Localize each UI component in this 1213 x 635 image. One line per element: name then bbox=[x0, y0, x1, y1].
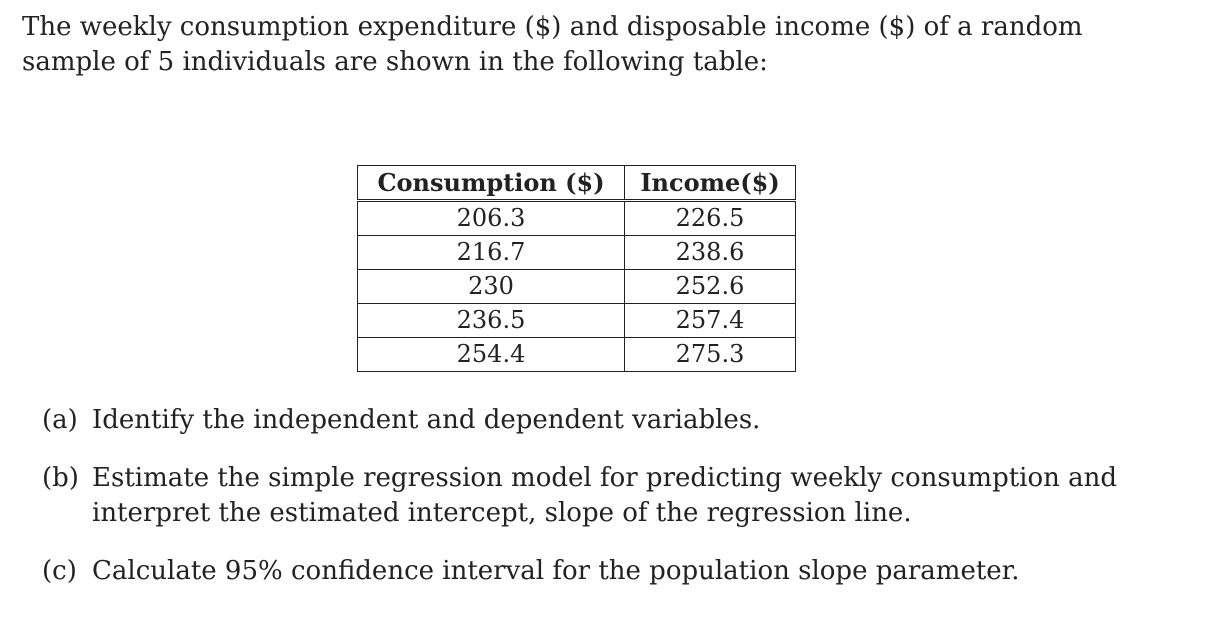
question-list bbox=[42, 403, 1192, 612]
column-header-consumption: Consumption ($) bbox=[358, 166, 625, 201]
question-text: Calculate 95% confidence interval for the population slope parameter. bbox=[92, 556, 1020, 586]
cell-consumption: 236.5 bbox=[358, 304, 625, 338]
question-label: (b) bbox=[42, 463, 79, 493]
problem-intro: The weekly consumption expenditure ($) and disposable income ($) of a random sample of 5 individuals are shown in the following table: bbox=[22, 12, 1083, 77]
data-table-container bbox=[357, 165, 796, 372]
question-item-b bbox=[42, 461, 1192, 531]
question-text: Identify the independent and dependent variables. bbox=[92, 405, 761, 435]
cell-consumption: 206.3 bbox=[358, 201, 625, 236]
cell-consumption: 216.7 bbox=[358, 236, 625, 270]
table-row bbox=[358, 236, 796, 270]
question-item-a bbox=[42, 403, 1192, 438]
question-text: Estimate the simple regression model for predicting weekly consumption and interpret the estimated intercept, slope of the regression line. bbox=[92, 463, 1118, 528]
cell-consumption: 230 bbox=[358, 270, 625, 304]
data-table bbox=[357, 165, 796, 372]
cell-consumption: 254.4 bbox=[358, 338, 625, 372]
table-row bbox=[358, 201, 796, 236]
cell-income: 257.4 bbox=[625, 304, 796, 338]
table-row bbox=[358, 304, 796, 338]
question-label: (a) bbox=[42, 405, 78, 435]
table-header-row bbox=[358, 166, 796, 201]
cell-income: 226.5 bbox=[625, 201, 796, 236]
table-row bbox=[358, 338, 796, 372]
question-label: (c) bbox=[42, 556, 77, 586]
cell-income: 275.3 bbox=[625, 338, 796, 372]
cell-income: 238.6 bbox=[625, 236, 796, 270]
column-header-income: Income($) bbox=[625, 166, 796, 201]
table-row bbox=[358, 270, 796, 304]
cell-income: 252.6 bbox=[625, 270, 796, 304]
question-item-c bbox=[42, 554, 1192, 589]
